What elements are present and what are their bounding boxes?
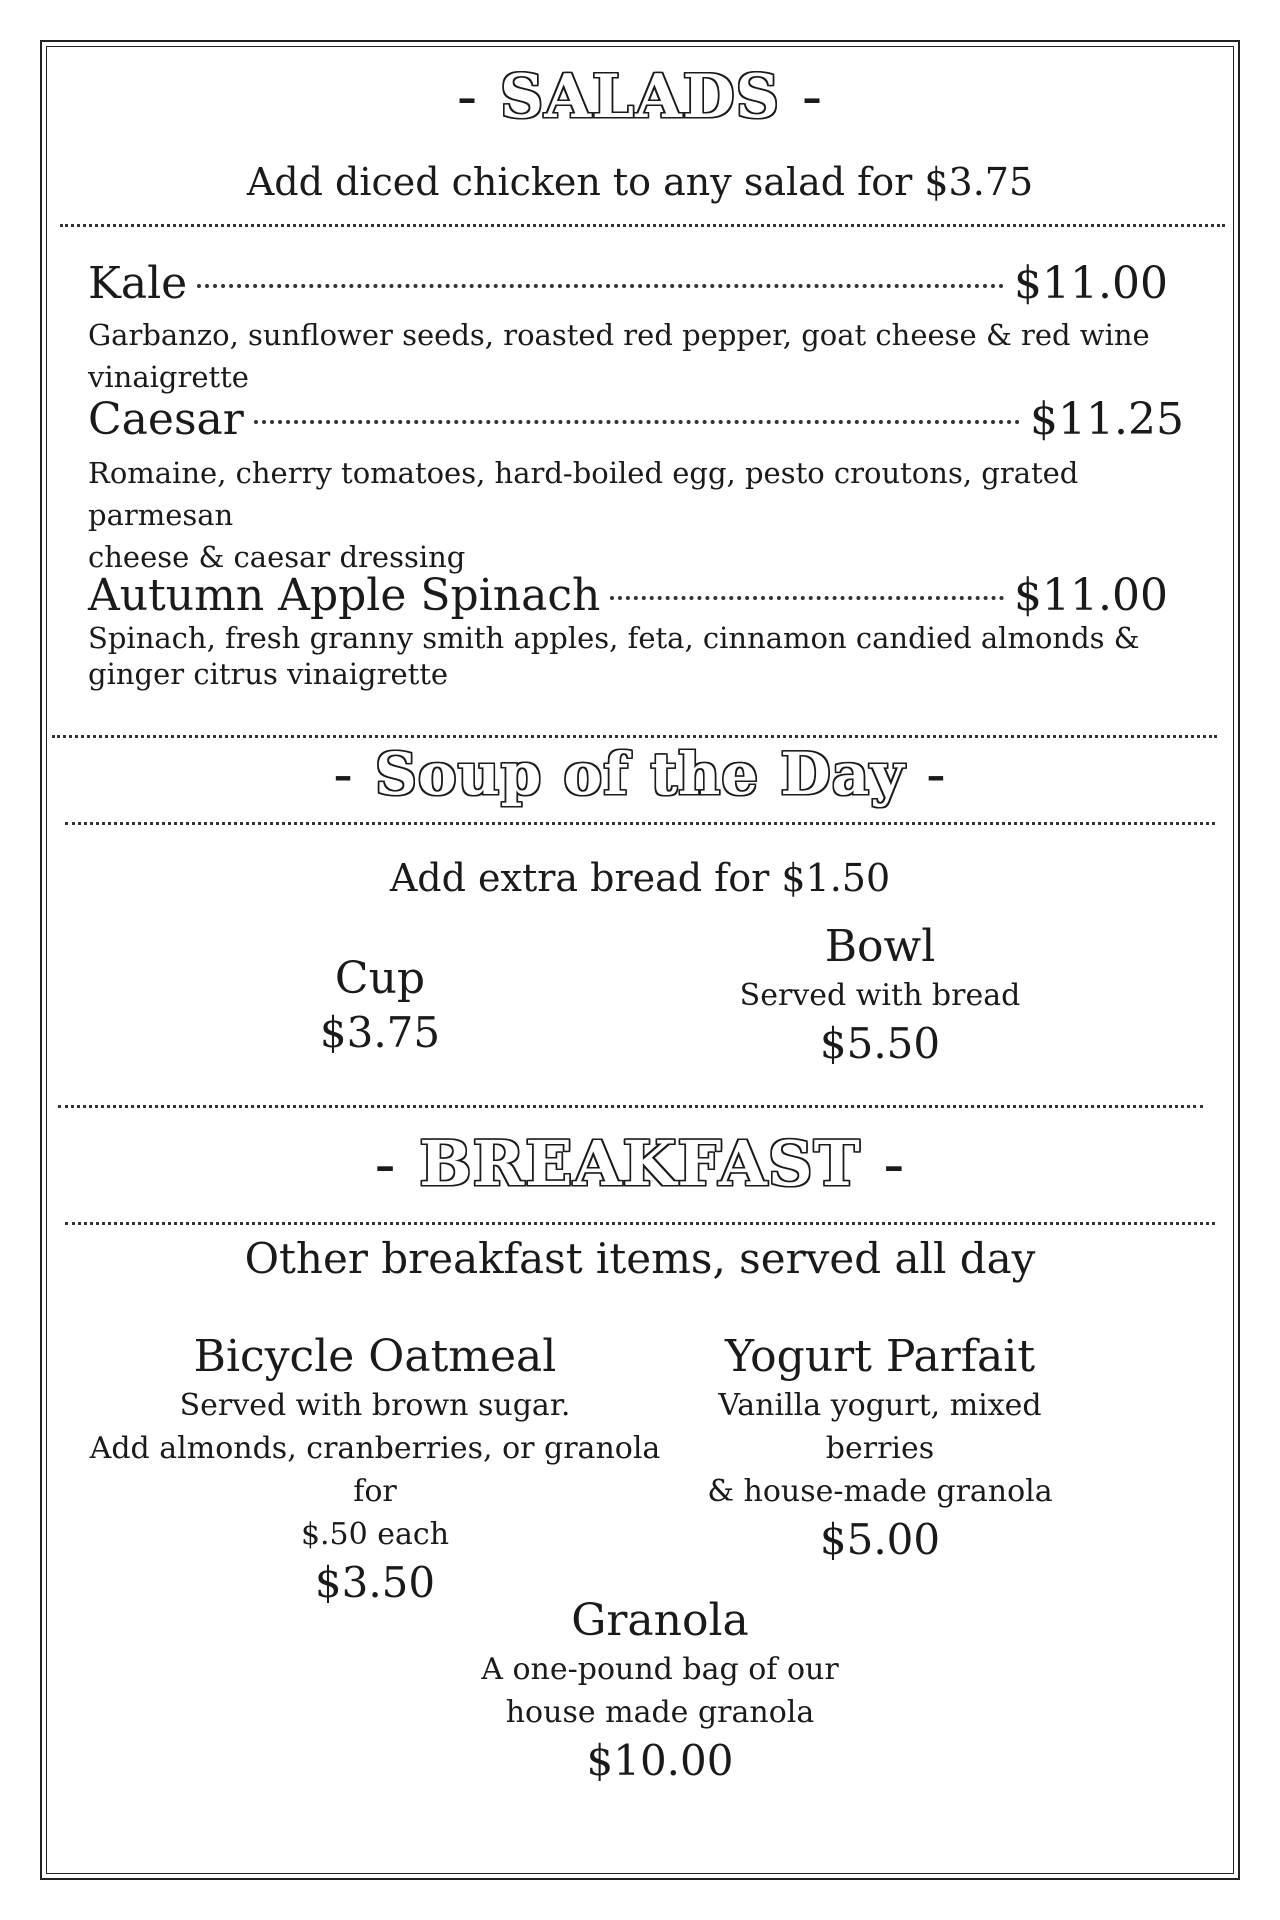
breakfast-granola xyxy=(430,1594,890,1788)
item-name: Granola xyxy=(571,1595,749,1646)
item-price: $5.00 xyxy=(819,1515,941,1564)
item-name: Kale xyxy=(88,258,188,309)
item-price: $11.00 xyxy=(1014,258,1168,309)
divider xyxy=(65,822,1215,825)
salads-title: SALADS xyxy=(500,62,780,132)
divider xyxy=(58,1105,1203,1108)
heading-dash: - xyxy=(374,1127,397,1200)
item-name: Autumn Apple Spinach xyxy=(88,570,601,621)
dot-leader xyxy=(197,284,1004,288)
heading-dash: - xyxy=(333,740,354,808)
item-description: Garbanzo, sunflower seeds, roasted red pepper, goat cheese & red wine vinaigrette xyxy=(88,318,1150,394)
divider xyxy=(52,735,1217,738)
soup-note: Add extra bread for $1.50 xyxy=(389,856,891,900)
item-description-line: house made granola xyxy=(505,1695,815,1730)
item-name: Cup xyxy=(334,953,426,1004)
soup-bowl xyxy=(700,920,1060,1071)
heading-dash: - xyxy=(456,62,479,132)
item-description-line: Romaine, cherry tomatoes, hard-boiled egg, pesto croutons, grated parmesan xyxy=(88,456,1079,532)
item-description-line: $.50 each xyxy=(300,1517,450,1552)
item-name: Yogurt Parfait xyxy=(724,1331,1036,1382)
item-price: $3.75 xyxy=(319,1008,441,1057)
dot-leader xyxy=(254,420,1020,424)
item-price: $11.25 xyxy=(1030,394,1184,445)
menu-item-caesar xyxy=(88,394,1184,445)
item-description-line: A one-pound bag of our xyxy=(481,1652,839,1687)
menu-item-kale xyxy=(88,258,1168,309)
breakfast-heading xyxy=(50,1127,1230,1200)
item-description xyxy=(88,452,1218,578)
dot-leader xyxy=(610,596,1004,600)
heading-dash: - xyxy=(926,740,947,808)
item-description-line: Vanilla yogurt, mixed berries xyxy=(718,1388,1042,1466)
item-description-line: ginger citrus vinaigrette xyxy=(88,657,449,691)
item-description xyxy=(660,1384,1100,1513)
item-price: $5.50 xyxy=(819,1019,941,1068)
item-price: $10.00 xyxy=(586,1736,734,1785)
item-description: Served with bread xyxy=(739,978,1021,1013)
breakfast-parfait xyxy=(660,1330,1100,1567)
soup-title: Soup of the Day xyxy=(375,740,905,808)
item-description-line: Spinach, fresh granny smith apples, feta, cinnamon candied almonds & xyxy=(88,621,1140,655)
item-price: $11.00 xyxy=(1014,570,1168,621)
menu-item-autumn-apple-spinach xyxy=(88,570,1168,621)
item-price: $3.50 xyxy=(314,1558,436,1607)
item-description-line: Add almonds, cranberries, or granola for xyxy=(89,1431,661,1509)
salads-heading xyxy=(50,62,1230,132)
breakfast-oatmeal xyxy=(80,1330,670,1610)
breakfast-title: BREAKFAST xyxy=(419,1127,861,1200)
item-description-line: Served with brown sugar. xyxy=(179,1388,571,1423)
item-description xyxy=(88,620,1218,692)
item-name: Bicycle Oatmeal xyxy=(193,1331,557,1382)
breakfast-note: Other breakfast items, served all day xyxy=(244,1234,1036,1283)
item-description-line: & house-made granola xyxy=(707,1474,1053,1509)
soup-cup xyxy=(230,952,530,1060)
heading-dash: - xyxy=(883,1127,906,1200)
divider xyxy=(65,1222,1215,1225)
item-description xyxy=(80,1384,670,1556)
salads-note: Add diced chicken to any salad for $3.75 xyxy=(246,160,1034,204)
item-description xyxy=(430,1648,890,1734)
item-name: Bowl xyxy=(824,921,936,972)
divider xyxy=(60,224,1225,227)
soup-heading xyxy=(50,740,1230,808)
heading-dash: - xyxy=(801,62,824,132)
item-description-line: cheese & caesar dressing xyxy=(88,540,466,574)
item-name: Caesar xyxy=(88,394,244,445)
